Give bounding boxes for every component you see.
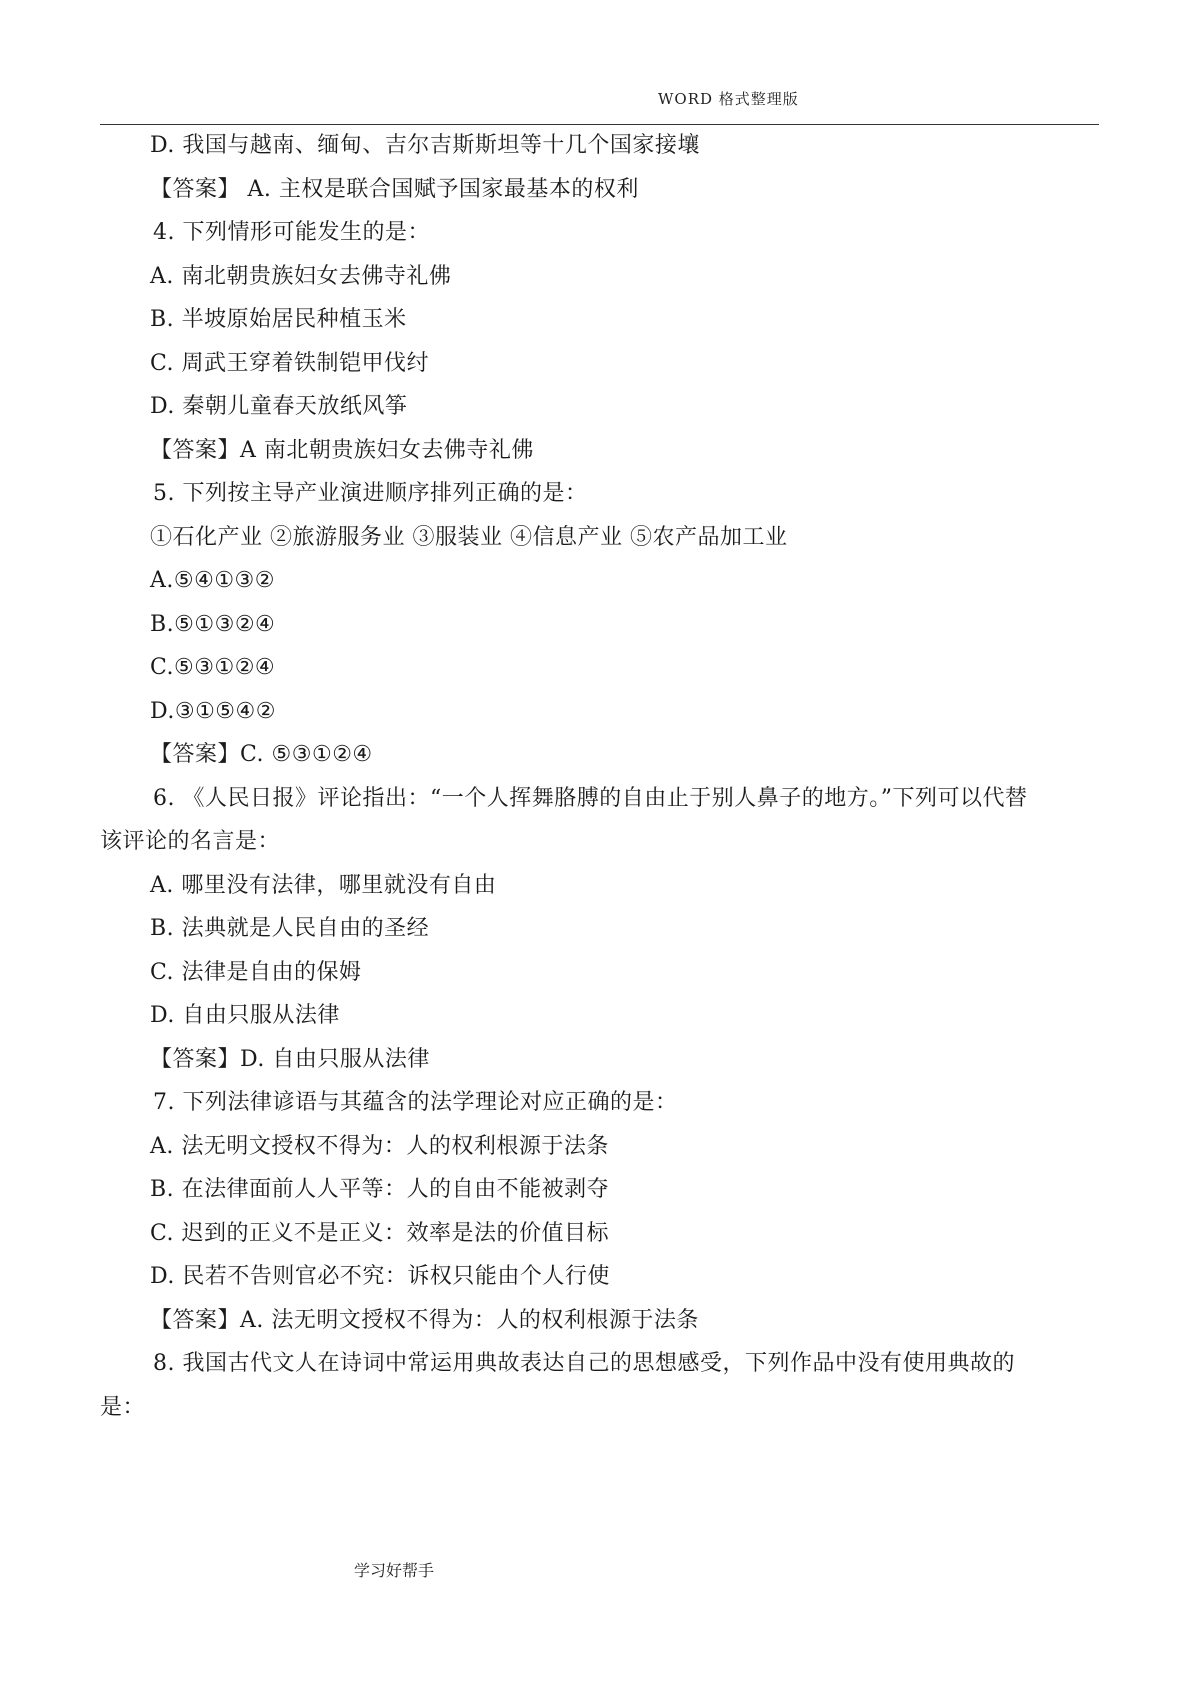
question-6: 6. 《人民日报》评论指出：“一个人挥舞胳膊的自由止于别人鼻子的地方。”下列可以代替 <box>153 786 1028 811</box>
option-4c: C. 周武王穿着铁制铠甲伐纣 <box>150 351 430 376</box>
answer-5: 【答案】C. ⑤③①②④ <box>150 742 373 767</box>
option-5a: A.⑤④①③② <box>150 568 275 593</box>
question-5-items: ①石化产业 ②旅游服务业 ③服装业 ④信息产业 ⑤农产品加工业 <box>150 525 788 550</box>
option-6b: B. 法典就是人民自由的圣经 <box>150 916 430 941</box>
option-4d: D. 秦朝儿童春天放纸风筝 <box>150 394 408 419</box>
question-8: 8. 我国古代文人在诗词中常运用典故表达自己的思想感受，下列作品中没有使用典故的 <box>153 1351 1015 1376</box>
answer-7: 【答案】A. 法无明文授权不得为：人的权利根源于法条 <box>150 1308 699 1333</box>
option-6d: D. 自由只服从法律 <box>150 1003 340 1028</box>
question-6-continued: 该评论的名言是： <box>100 829 281 854</box>
question-4: 4. 下列情形可能发生的是： <box>153 220 430 245</box>
option-5d: D.③①⑤④② <box>150 699 276 724</box>
option-7c: C. 迟到的正义不是正义：效率是法的价值目标 <box>150 1221 610 1246</box>
option-4a: A. 南北朝贵族妇女去佛寺礼佛 <box>150 264 452 289</box>
option-4b: B. 半坡原始居民种植玉米 <box>150 307 407 332</box>
option-6a: A. 哪里没有法律，哪里就没有自由 <box>150 873 497 898</box>
question-7: 7. 下列法律谚语与其蕴含的法学理论对应正确的是： <box>153 1090 678 1115</box>
option-7b: B. 在法律面前人人平等：人的自由不能被剥夺 <box>150 1177 610 1202</box>
option-5c: C.⑤③①②④ <box>150 655 276 680</box>
page-footer: 学习好帮手 <box>354 1561 435 1580</box>
answer-3: 【答案】 A. 主权是联合国赋予国家最基本的权利 <box>150 177 639 202</box>
option-7a: A. 法无明文授权不得为：人的权利根源于法条 <box>150 1134 609 1159</box>
option-6c: C. 法律是自由的保姆 <box>150 960 362 985</box>
question-5: 5. 下列按主导产业演进顺序排列正确的是： <box>153 481 588 506</box>
header-divider <box>100 124 1099 125</box>
option-5b: B.⑤①③②④ <box>150 612 276 637</box>
option-3d: D. 我国与越南、缅甸、吉尔吉斯斯坦等十几个国家接壤 <box>150 133 700 158</box>
question-8-continued: 是： <box>100 1395 146 1420</box>
answer-4: 【答案】A 南北朝贵族妇女去佛寺礼佛 <box>150 438 534 463</box>
answer-6: 【答案】D. 自由只服从法律 <box>150 1047 430 1072</box>
page-header: WORD 格式整理版 <box>658 90 799 108</box>
option-7d: D. 民若不告则官必不究：诉权只能由个人行使 <box>150 1264 610 1289</box>
